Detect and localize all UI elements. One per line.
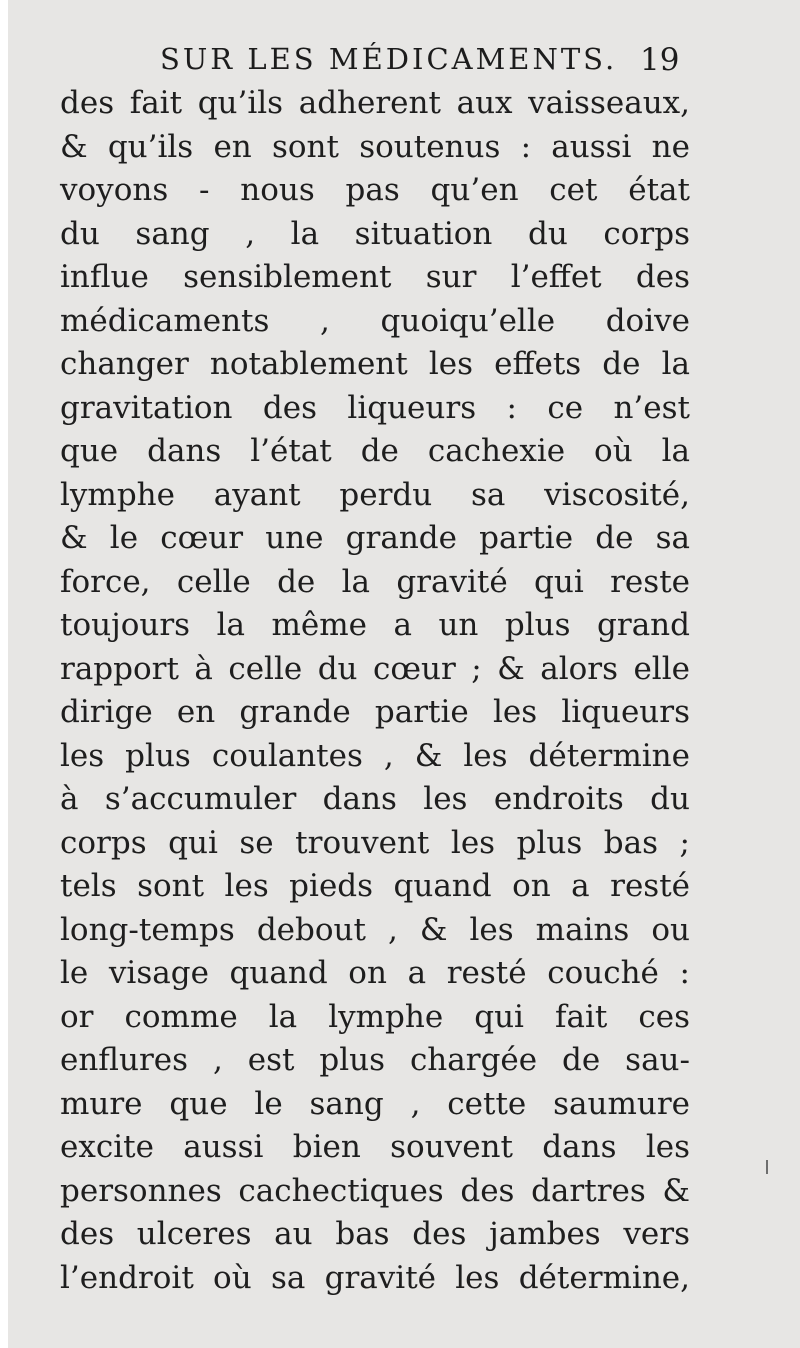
text-line: lymphe ayant perdu sa viscosité, xyxy=(60,476,690,513)
text-line: du sang , la situation du corps xyxy=(60,215,690,252)
text-line: les plus coulantes , & les détermine xyxy=(60,737,690,774)
text-line: personnes cachectiques des dartres & xyxy=(60,1172,690,1209)
text-line: force, celle de la gravité qui reste xyxy=(60,563,690,600)
text-line: changer notablement les effets de la xyxy=(60,346,690,382)
text-line: à s’accumuler dans les endroits du xyxy=(60,781,690,817)
text-line: mure que le sang , cette saumure xyxy=(60,1085,690,1122)
text-line: des fait qu’ils adherent aux vaisseaux, xyxy=(60,85,690,121)
text-line: rapport à celle du cœur ; & alors elle xyxy=(60,650,690,687)
text-line: enflures , est plus chargée de sau- xyxy=(60,1042,690,1078)
text-line: & qu’ils en sont soutenus : aussi ne xyxy=(60,128,690,165)
text-line: or comme la lymphe qui fait ces xyxy=(60,998,690,1035)
text-line: & le cœur une grande partie de sa xyxy=(60,520,690,556)
running-head: SUR LES MÉDICAMENTS. xyxy=(160,42,618,76)
margin-mark xyxy=(766,1160,768,1174)
text-line: toujours la même a un plus grand xyxy=(60,607,690,643)
text-line: médicaments , quoiqu’elle doive xyxy=(60,302,690,339)
text-line: le visage quand on a resté couché : xyxy=(60,955,690,991)
text-line: l’endroit où sa gravité les détermine, xyxy=(60,1259,690,1296)
text-line: corps qui se trouvent les plus bas ; xyxy=(60,824,690,861)
text-line: long-temps debout , & les mains ou xyxy=(60,911,690,948)
text-line: des ulceres au bas des jambes vers xyxy=(60,1216,690,1252)
text-line: dirige en grande partie les liqueurs xyxy=(60,694,690,730)
text-line: que dans l’état de cachexie où la xyxy=(60,433,690,469)
page-number: 19 xyxy=(640,42,680,78)
text-line: excite aussi bien souvent dans les xyxy=(60,1129,690,1165)
body-text xyxy=(60,82,690,1300)
text-line: influe sensiblement sur l’effet des xyxy=(60,259,690,295)
text-line: gravitation des liqueurs : ce n’est xyxy=(60,389,690,426)
text-line: voyons - nous pas qu’en cet état xyxy=(60,172,690,208)
text-line: tels sont les pieds quand on a resté xyxy=(60,868,690,904)
